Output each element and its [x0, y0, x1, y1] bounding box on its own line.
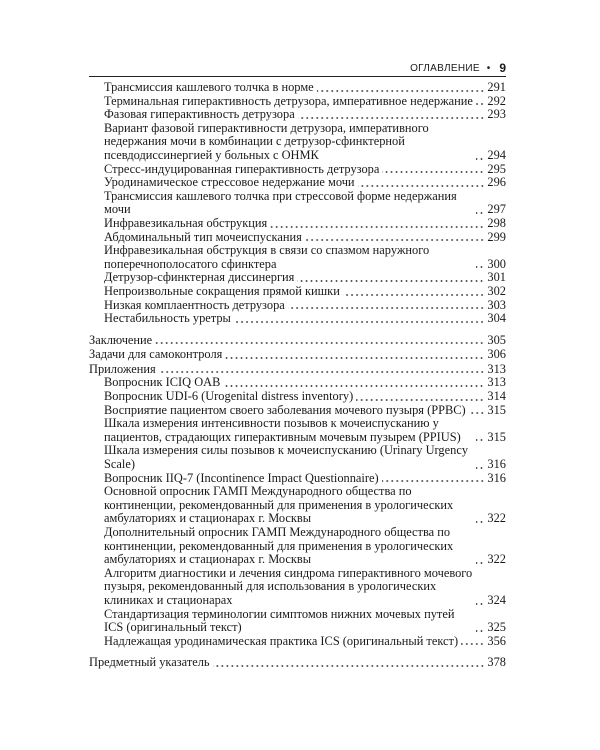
toc-entry-title: Шкала измерения интенсивности позывов к мочеиспусканию у пациентов, страдающих гиперактивным мочевым пузырем (PPIUS): [104, 416, 461, 444]
toc-entry-page: 295: [487, 161, 506, 176]
dot-leader: [476, 603, 484, 605]
dot-leader: [225, 357, 484, 359]
toc-entry-page: 299: [487, 229, 506, 244]
header-bullet: •: [486, 62, 491, 74]
toc-entry-title: Приложения: [89, 361, 156, 376]
toc-entry-title: Терминальная гиперактивность детрузора, императивное недержание: [104, 93, 473, 108]
dot-leader: [476, 521, 484, 523]
toc-entry-page: 292: [487, 93, 506, 108]
toc-entry-page: 313: [487, 375, 506, 390]
toc-entry-title: Вопросник ICIQ OAB: [104, 375, 221, 390]
toc-entry-page: 302: [487, 283, 506, 298]
dot-leader: [155, 342, 484, 344]
dot-leader: [469, 412, 485, 414]
toc-entry[interactable]: [89, 363, 506, 377]
toc-entry-title: Предметный указатель: [89, 655, 210, 670]
dot-leader: [213, 665, 485, 667]
toc-entry-page: 378: [487, 655, 506, 670]
toc-entry[interactable]: [89, 376, 506, 390]
toc-entry-title: Стресс-индуцированная гиперактивность детрузора: [104, 161, 380, 176]
toc-entry[interactable]: [89, 312, 506, 326]
toc-entry-page: 291: [487, 80, 506, 94]
toc-entry-page: 324: [487, 592, 506, 607]
toc-entry[interactable]: [89, 404, 506, 418]
toc-entry[interactable]: [89, 299, 506, 313]
dot-leader: [461, 643, 484, 645]
toc-entry[interactable]: [89, 390, 506, 404]
toc-entry-title: Заключение: [89, 332, 153, 347]
toc-entry-page: 315: [487, 429, 506, 444]
toc-entry[interactable]: [89, 656, 506, 670]
toc-entry-title: Восприятие пациентом своего заболевания мочевого пузыря (PPBC): [104, 402, 466, 417]
dot-leader: [288, 307, 485, 309]
dot-leader: [382, 171, 484, 173]
toc-entry-page: 301: [487, 270, 506, 285]
toc-entry-title: Инфравезикальная обструкция в связи со спазмом наружного поперечнополосатого сфинктера: [104, 243, 430, 271]
toc-entry-title: Основной опросник ГАМП Международного общества по континенции, рекомендованный для применения в урологических амбулаториях и стационарах г. Москвы: [104, 484, 454, 526]
toc-entry-page: 325: [487, 620, 506, 635]
toc-entry[interactable]: [89, 190, 506, 217]
toc-entry[interactable]: [89, 485, 506, 526]
toc-entry-page: 296: [487, 175, 506, 190]
toc-entry-title: Вопросник IIQ-7 (Incontinence Impact Questionnaire): [104, 470, 379, 485]
header-page-number: 9: [499, 61, 506, 75]
toc-entry[interactable]: [89, 334, 506, 348]
toc-entry-page: 316: [487, 470, 506, 485]
dot-leader: [476, 158, 484, 160]
toc-entry-page: 315: [487, 402, 506, 417]
dot-leader: [305, 239, 485, 241]
dot-leader: [343, 294, 485, 296]
dot-leader: [476, 439, 484, 441]
toc-entry[interactable]: [89, 285, 506, 299]
dot-leader: [476, 103, 485, 105]
toc-entry-title: Надлежащая уродинамическая практика ICS (оригинальный текст): [104, 633, 459, 648]
toc-entry[interactable]: [89, 122, 506, 163]
dot-leader: [223, 385, 484, 387]
toc-entry-page: 314: [487, 389, 506, 404]
dot-leader: [476, 630, 484, 632]
toc-entry[interactable]: [89, 81, 506, 95]
toc-entry-page: 297: [487, 202, 506, 217]
toc-entry[interactable]: [89, 163, 506, 177]
dot-leader: [356, 399, 484, 401]
header-section-title: ОГЛАВЛЕНИЕ: [410, 62, 480, 74]
toc-entry-title: Вариант фазовой гиперактивности детрузора, императивного недержания мочи в комбинации с детрузор-сфинктерной псевдодиссинергией у больных с ОНМК: [104, 120, 429, 162]
dot-leader: [382, 480, 485, 482]
toc-entry-title: Трансмиссия кашлевого толчка при стрессовой форме недержания мочи: [104, 188, 457, 217]
toc-entry[interactable]: [89, 635, 506, 649]
toc-entry[interactable]: [89, 526, 506, 567]
dot-leader: [159, 371, 485, 373]
toc-entry-title: Непроизвольные сокращения прямой кишки: [104, 283, 340, 298]
toc-entry[interactable]: [89, 417, 506, 444]
toc-entry-page: 300: [487, 256, 506, 271]
dot-leader: [358, 185, 485, 187]
table-of-contents: [89, 81, 506, 670]
toc-entry-title: Вопросник UDI-6 (Urogenital distress inventory): [104, 389, 354, 404]
dot-leader: [476, 562, 484, 564]
toc-entry-page: 356: [487, 633, 506, 648]
dot-leader: [317, 90, 485, 92]
running-header: [89, 60, 506, 76]
dot-leader: [476, 212, 484, 214]
toc-entry-title: Инфравезикальная обструкция: [104, 215, 268, 230]
toc-entry[interactable]: [89, 271, 506, 285]
toc-entry[interactable]: [89, 95, 506, 109]
dot-leader: [298, 117, 485, 119]
toc-entry-title: Задачи для самоконтроля: [89, 347, 223, 362]
toc-entry[interactable]: [89, 244, 506, 271]
toc-entry-title: Трансмиссия кашлевого толчка в норме: [104, 80, 314, 94]
toc-entry-page: 293: [487, 107, 506, 122]
toc-entry-title: Уродинамическое стрессовое недержание мочи: [104, 175, 355, 190]
dot-leader: [234, 321, 485, 323]
dot-leader: [476, 467, 484, 469]
toc-entry[interactable]: [89, 444, 506, 471]
toc-entry-page: 305: [487, 332, 506, 347]
toc-entry[interactable]: [89, 567, 506, 608]
toc-entry-title: Стандартизация терминологии симптомов нижних мочевых путей ICS (оригинальный текст): [104, 606, 455, 635]
toc-entry[interactable]: [89, 348, 506, 362]
toc-entry-page: 298: [487, 215, 506, 230]
toc-entry[interactable]: [89, 231, 506, 245]
toc-entry[interactable]: [89, 472, 506, 486]
toc-entry-title: Дополнительный опросник ГАМП Международного общества по континенции, рекомендованный для применения в урологических амбулаториях и стационарах г. Москвы: [104, 525, 454, 567]
toc-entry-page: 306: [487, 347, 506, 362]
toc-entry[interactable]: [89, 108, 506, 122]
toc-entry-title: Детрузор-сфинктерная диссинергия: [104, 270, 295, 285]
toc-entry-title: Алгоритм диагностики и лечения синдрома гиперактивного мочевого пузыря, рекомендованный для использования в урологических клиниках и стационарах: [104, 565, 473, 607]
toc-entry-title: Низкая комплаентность детрузора: [104, 297, 285, 312]
dot-leader: [270, 226, 484, 228]
toc-entry-page: 313: [487, 361, 506, 376]
toc-entry-page: 304: [487, 311, 506, 326]
toc-entry-page: 322: [487, 511, 506, 526]
toc-entry[interactable]: [89, 608, 506, 635]
toc-entry-title: Фазовая гиперактивность детрузора: [104, 107, 295, 122]
toc-entry-page: 316: [487, 457, 506, 472]
toc-entry[interactable]: [89, 217, 506, 231]
toc-entry-page: 294: [487, 147, 506, 162]
toc-entry-page: 322: [487, 552, 506, 567]
toc-entry-page: 303: [487, 297, 506, 312]
header-rule: [89, 76, 506, 77]
toc-entry-title: Нестабильность уретры: [104, 311, 231, 326]
dot-leader: [476, 266, 484, 268]
toc-entry-title: Абдоминальный тип мочеиспускания: [104, 229, 302, 244]
dot-leader: [297, 280, 484, 282]
toc-entry-title: Шкала измерения силы позывов к мочеиспусканию (Urinary Urgency Scale): [104, 443, 469, 472]
toc-entry[interactable]: [89, 176, 506, 190]
